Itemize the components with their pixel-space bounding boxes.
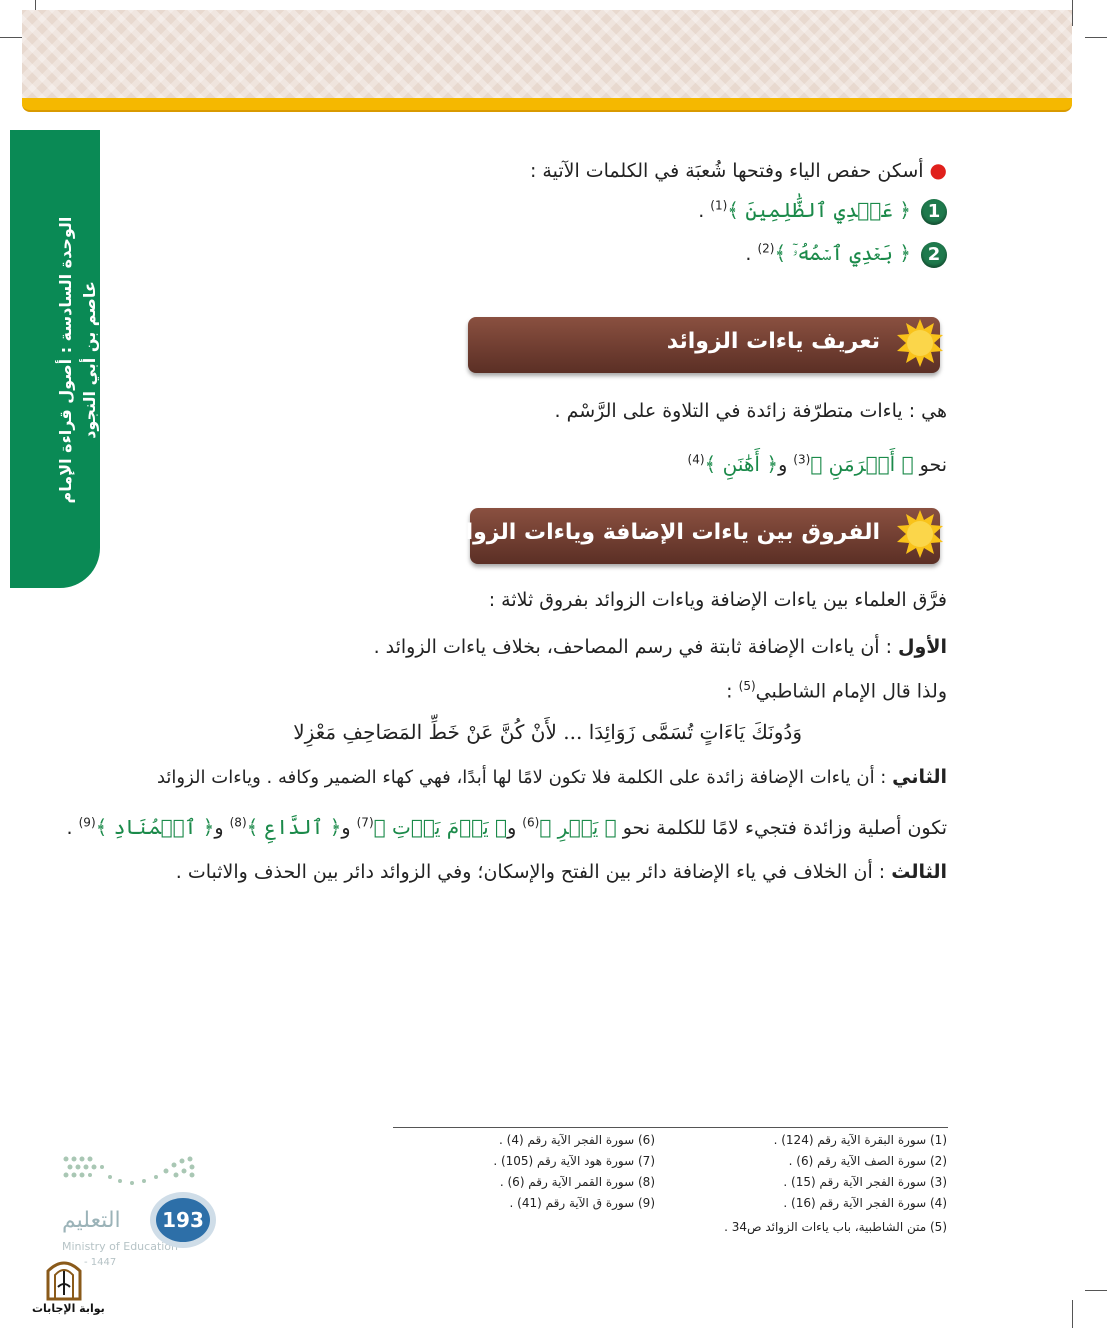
shatibi-colon: :	[726, 680, 739, 703]
differences-intro	[489, 589, 947, 611]
footnote-ref: (7)	[356, 815, 374, 830]
example-line	[688, 452, 947, 476]
verse-word: ﴿ ٱلۡمُنَادِ ﴾	[95, 815, 215, 839]
second-cont-text: تكون أصلية وزائدة فتجيء لامًا للكلمة نحو	[622, 817, 947, 839]
footnote-item: (7) سورة هود الآية رقم (105) .	[493, 1154, 655, 1168]
footnote-ref: (3)	[793, 452, 811, 467]
section-banner	[444, 508, 940, 564]
bullet-dot-icon: ●	[929, 158, 947, 182]
conjunction: و	[507, 817, 517, 839]
crop-mark	[1072, 1300, 1073, 1328]
ministry-logo-icon	[62, 1155, 202, 1195]
crop-mark	[1085, 37, 1107, 38]
footnote-item: (8) سورة القمر الآية رقم (6) .	[499, 1175, 655, 1189]
page-header-rule	[22, 98, 1072, 112]
footnote-item: (6) سورة الفجر الآية رقم (4) .	[499, 1133, 655, 1147]
conjunction: و	[341, 817, 351, 839]
footnote-ref: (6)	[522, 815, 540, 830]
page-header-band	[22, 10, 1072, 102]
footnote-item: (9) سورة ق الآية رقم (41) .	[509, 1196, 655, 1210]
poem-verse	[293, 720, 802, 744]
intro-item-2	[745, 241, 947, 268]
section-title: تعريف ياءات الزوائد	[666, 329, 880, 354]
verse-word: ﴿ عَهۡدِي ٱلظَّٰلِمِينَ ﴾	[727, 198, 911, 222]
section-banner	[468, 317, 940, 373]
line-end: .	[698, 200, 705, 222]
footnote-ref: (2)	[757, 241, 775, 256]
footnote-ref: (5)	[738, 679, 756, 693]
verse-word: ﴿ ٱلدَّاعِ ﴾	[246, 815, 342, 839]
verse-word: ﴿ أَهَٰنَنِ ﴾	[704, 452, 779, 476]
ministry-logo-arabic: التعليم	[62, 1208, 121, 1233]
second-label: الثاني	[892, 766, 947, 788]
ministry-logo-english: Ministry of Education	[62, 1240, 179, 1253]
intro-text: أسكن حفص الياء وفتحها شُعبَة في الكلمات الآتية :	[529, 160, 924, 182]
unit-side-tab-label	[54, 140, 102, 580]
first-label: الأول	[898, 636, 947, 658]
second-text: : أن ياءات الإضافة زائدة على الكلمة فلا تكون لامًا لها أبدًا، فهي كهاء الضمير وكافه . وياءات الزوائد	[156, 767, 893, 788]
crop-mark	[0, 37, 22, 38]
intro-item-1	[698, 198, 947, 225]
differences-intro-text: فرَّق العلماء بين ياءات الإضافة وياءات الزوائد بفروق ثلاثة :	[488, 589, 947, 611]
footnote-ref: (4)	[687, 452, 705, 467]
unit-title-line1: الوحدة السادسة : أصول قراءة الإمام	[56, 216, 75, 504]
footnote-item: (1) سورة البقرة الآية رقم (124) .	[773, 1133, 947, 1147]
verse-word: ﴿ يَسۡرِ ﴾	[539, 815, 617, 839]
verse-word: ﴿ أَكۡرَمَنِ ﴾	[810, 452, 914, 476]
definition-text: هي : ياءات متطرّفة زائدة في التلاوة على الرَّسْم .	[554, 400, 947, 422]
definition-line	[554, 400, 947, 422]
crop-mark	[1072, 0, 1073, 26]
footnote-item: (4) سورة الفجر الآية رقم (16) .	[783, 1196, 947, 1210]
footnote-ref: (8)	[229, 815, 247, 830]
second-difference	[157, 766, 947, 788]
footnote-ref: (1)	[710, 198, 728, 213]
unit-title-line2: عاصم بن أبي النجود	[80, 281, 99, 439]
item-number-badge: 2	[921, 242, 947, 268]
first-difference	[374, 636, 947, 658]
page-number-badge: 193	[156, 1198, 210, 1242]
third-text: : أن الخلاف في ياء الإضافة دائر بين الفتح والإسكان؛ وفي الزوائد دائر بين الحذف والاثبات .	[175, 861, 892, 883]
third-label: الثالث	[891, 861, 947, 883]
footnote-item: (2) سورة الصف الآية رقم (6) .	[788, 1154, 947, 1168]
sun-badge-icon	[896, 319, 944, 367]
footnote-item: (5) متن الشاطبية، باب ياءات الزوائد ص34 .	[724, 1220, 947, 1234]
line-end: .	[745, 243, 752, 265]
verse-word: ﴿ بَعۡدِي ٱسۡمُهُۥٓ ﴾	[774, 241, 911, 265]
sun-badge-icon	[896, 510, 944, 558]
shatibi-line	[726, 679, 947, 702]
second-difference-cont: تكون أصلية وزائدة فتجيء لامًا للكلمة نحو ﴿ يَسۡرِ ﴾$^{(6)}$ و﴿ يَوۡمَ يَأۡتِ ﴾$^{(7)}$ و﴿ ٱلدَّاعِ ﴾$^{(8)}$ و﴿ ٱلۡمُنَادِ ﴾$^{(9)}$ .	[66, 815, 947, 839]
footnote-rule	[393, 1127, 948, 1128]
intro-line	[530, 158, 947, 182]
third-difference	[176, 861, 947, 883]
ministry-logo-year: - 1447	[84, 1257, 117, 1268]
first-text: : أن ياءات الإضافة ثابتة في رسم المصاحف، بخلاف ياءات الزوائد .	[373, 636, 899, 658]
footnote-item: (3) سورة الفجر الآية رقم (15) .	[783, 1175, 947, 1189]
section-title: الفروق بين ياءات الإضافة وياءات الزوائد	[444, 520, 880, 545]
poem-verse-text: وَدُونَكَ يَاءَاتٍ تُسَمَّى زَوَائِدَا ... لأَنْ كُنَّ عَنْ خَطِّ المَصَاحِفِ مَعْزِلا	[293, 720, 802, 744]
example-prefix: نحو	[919, 454, 947, 476]
crop-mark	[1085, 1290, 1107, 1291]
item-number-badge: 1	[921, 199, 947, 225]
brand-name: بوابة الإجابات	[32, 1302, 105, 1315]
shatibi-text: ولذا قال الإمام الشاطبي	[755, 680, 947, 703]
footnote-ref: (9)	[78, 815, 96, 830]
conjunction: و	[778, 454, 788, 476]
conjunction: و	[214, 817, 224, 839]
verse-word: ﴿ يَوۡمَ يَأۡتِ ﴾	[373, 815, 508, 839]
gate-logo-icon	[44, 1257, 84, 1301]
